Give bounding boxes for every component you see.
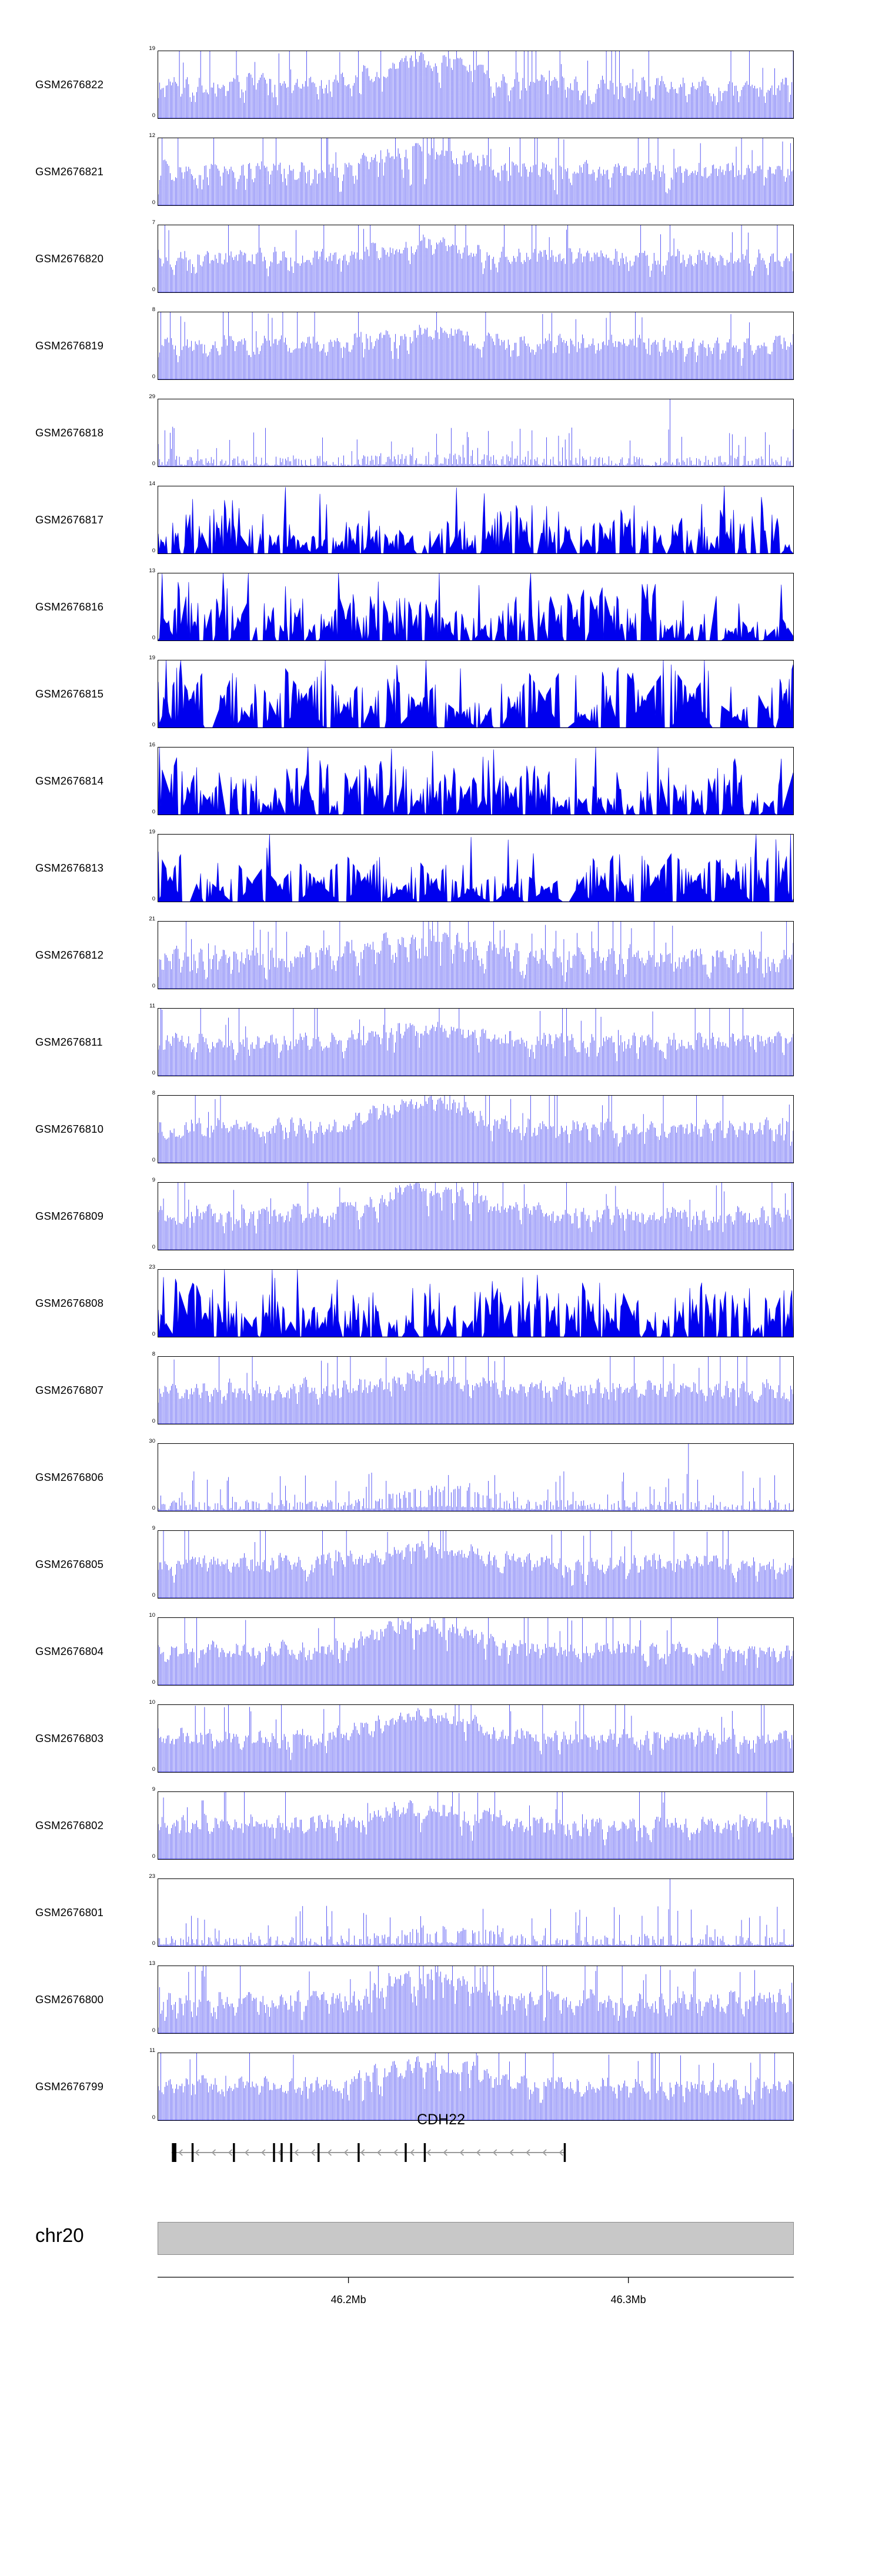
track-plot-area: [158, 573, 794, 641]
coverage-track: [0, 563, 882, 650]
track-y-axis-min: 0: [152, 983, 155, 989]
track-sample-label: GSM2676809: [35, 1210, 104, 1222]
track-y-axis-max: 9: [152, 1177, 155, 1183]
track-y-axis-max: 19: [149, 829, 155, 835]
coverage-track: [0, 738, 882, 825]
track-plot-area: [158, 1269, 794, 1337]
track-sample-label: GSM2676817: [35, 513, 104, 526]
track-plot-area: [158, 921, 794, 989]
track-y-axis-min: 0: [152, 373, 155, 380]
coverage-track: [0, 476, 882, 563]
track-y-axis-max: 23: [149, 1264, 155, 1270]
track-sample-label: GSM2676804: [35, 1645, 104, 1657]
track-plot-area: [158, 1878, 794, 1947]
coverage-track: [0, 1434, 882, 1521]
track-y-axis-min: 0: [152, 809, 155, 815]
track-plot-area: [158, 1182, 794, 1250]
track-sample-label: GSM2676805: [35, 1558, 104, 1570]
track-plot-area: [158, 138, 794, 206]
track-y-axis-min: 0: [152, 1157, 155, 1163]
track-y-axis-max: 12: [149, 132, 155, 139]
track-y-axis-min: 0: [152, 1940, 155, 1947]
track-plot-area: [158, 1791, 794, 1860]
coverage-track: [0, 1608, 882, 1695]
coverage-track: [0, 1956, 882, 2043]
coverage-track: [0, 128, 882, 215]
track-y-axis-max: 13: [149, 568, 155, 574]
coverage-track: [0, 1173, 882, 1260]
track-y-axis-max: 14: [149, 481, 155, 487]
track-sample-label: GSM2676813: [35, 862, 104, 874]
track-y-axis-min: 0: [152, 1853, 155, 1860]
coverage-track: [0, 215, 882, 302]
coverage-track: [0, 1086, 882, 1173]
track-plot-area: [158, 747, 794, 815]
track-sample-label: GSM2676799: [35, 2080, 104, 2093]
coverage-track-stack: [0, 41, 882, 2130]
track-plot-area: [158, 1704, 794, 1773]
track-y-axis-max: 16: [149, 742, 155, 748]
track-plot-area: [158, 1356, 794, 1424]
coverage-track: [0, 1782, 882, 1869]
track-sample-label: GSM2676801: [35, 1906, 104, 1918]
track-y-axis-max: 11: [149, 1003, 155, 1009]
track-sample-label: GSM2676810: [35, 1123, 104, 1135]
track-y-axis-max: 7: [152, 219, 155, 226]
track-y-axis-max: 29: [149, 393, 155, 400]
track-y-axis-min: 0: [152, 112, 155, 119]
axis-tick-label: 46.3Mb: [610, 2294, 646, 2305]
track-sample-label: GSM2676821: [35, 165, 104, 178]
track-y-axis-min: 0: [152, 286, 155, 293]
track-y-axis-max: 10: [149, 1699, 155, 1706]
track-y-axis-max: 9: [152, 1786, 155, 1793]
track-plot-area: [158, 51, 794, 119]
track-y-axis-max: 8: [152, 1090, 155, 1096]
track-sample-label: GSM2676811: [35, 1036, 103, 1048]
track-y-axis-max: 19: [149, 655, 155, 661]
track-y-axis-max: 21: [149, 916, 155, 922]
track-sample-label: GSM2676812: [35, 949, 104, 961]
gene-model-track: [158, 2136, 794, 2169]
track-sample-label: GSM2676820: [35, 252, 104, 265]
coverage-track: [0, 912, 882, 999]
track-sample-label: GSM2676802: [35, 1819, 104, 1831]
genomic-coordinate-axis: [158, 2276, 794, 2323]
track-y-axis-max: 19: [149, 45, 155, 52]
coverage-track: [0, 1260, 882, 1347]
track-plot-area: [158, 312, 794, 380]
track-y-axis-min: 0: [152, 1505, 155, 1511]
track-y-axis-max: 8: [152, 1351, 155, 1357]
track-y-axis-max: 8: [152, 306, 155, 313]
track-y-axis-min: 0: [152, 2114, 155, 2121]
track-sample-label: GSM2676815: [35, 688, 104, 700]
coverage-track: [0, 302, 882, 389]
track-sample-label: GSM2676806: [35, 1471, 104, 1483]
track-sample-label: GSM2676803: [35, 1732, 104, 1744]
track-sample-label: GSM2676814: [35, 775, 104, 787]
track-plot-area: [158, 1008, 794, 1076]
track-sample-label: GSM2676808: [35, 1297, 104, 1309]
track-y-axis-min: 0: [152, 1244, 155, 1250]
coverage-track: [0, 1521, 882, 1608]
track-y-axis-min: 0: [152, 722, 155, 728]
track-y-axis-min: 0: [152, 1331, 155, 1337]
track-y-axis-min: 0: [152, 548, 155, 554]
track-plot-area: [158, 399, 794, 467]
gene-name-label: CDH22: [417, 2111, 465, 2128]
track-y-axis-max: 10: [149, 1612, 155, 1619]
track-plot-area: [158, 660, 794, 728]
coverage-track: [0, 1869, 882, 1956]
gene-annotation-panel: [0, 2105, 882, 2200]
track-y-axis-min: 0: [152, 2027, 155, 2034]
track-plot-area: [158, 1443, 794, 1511]
coverage-track: [0, 650, 882, 738]
track-plot-area: [158, 1095, 794, 1163]
track-sample-label: GSM2676819: [35, 339, 104, 352]
track-y-axis-max: 13: [149, 1960, 155, 1967]
coverage-track: [0, 389, 882, 476]
track-plot-area: [158, 225, 794, 293]
track-y-axis-max: 11: [149, 2047, 155, 2054]
track-sample-label: GSM2676800: [35, 1993, 104, 2006]
track-y-axis-min: 0: [152, 1766, 155, 1773]
track-plot-area: [158, 1530, 794, 1599]
coverage-track: [0, 999, 882, 1086]
track-y-axis-min: 0: [152, 461, 155, 467]
coverage-track: [0, 825, 882, 912]
track-y-axis-max: 23: [149, 1873, 155, 1880]
track-y-axis-min: 0: [152, 896, 155, 902]
axis-tick-label: 46.2Mb: [330, 2294, 366, 2305]
track-y-axis-max: 30: [149, 1438, 155, 1444]
track-sample-label: GSM2676822: [35, 78, 104, 91]
track-plot-area: [158, 1966, 794, 2034]
coverage-track: [0, 41, 882, 128]
track-sample-label: GSM2676818: [35, 426, 104, 439]
track-plot-area: [158, 486, 794, 554]
track-plot-area: [158, 1617, 794, 1686]
coverage-track: [0, 1347, 882, 1434]
track-y-axis-min: 0: [152, 199, 155, 206]
chromosome-label: chr20: [35, 2224, 84, 2246]
chromosome-ideogram-bar: [158, 2222, 794, 2255]
track-y-axis-min: 0: [152, 1592, 155, 1599]
track-y-axis-min: 0: [152, 1070, 155, 1076]
track-y-axis-max: 9: [152, 1525, 155, 1531]
track-y-axis-min: 0: [152, 635, 155, 641]
track-y-axis-min: 0: [152, 1418, 155, 1424]
track-sample-label: GSM2676807: [35, 1384, 104, 1396]
track-y-axis-min: 0: [152, 1679, 155, 1686]
track-plot-area: [158, 834, 794, 902]
coverage-track: [0, 1695, 882, 1782]
track-sample-label: GSM2676816: [35, 600, 104, 613]
